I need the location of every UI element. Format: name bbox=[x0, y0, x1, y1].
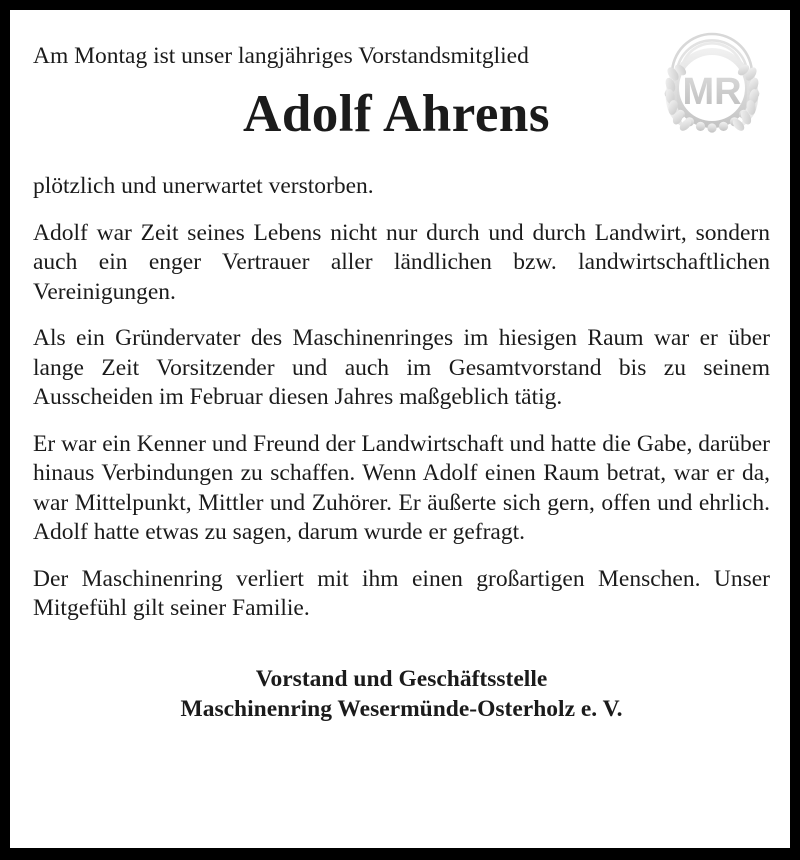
paragraph-2: Adolf war Zeit seines Lebens nicht nur durch und durch Landwirt, sondern auch ein enger Vertrauer aller ländlichen bzw. landwirtschaftlichen Vereinigungen. bbox=[33, 219, 770, 305]
notice-content bbox=[33, 10, 770, 724]
paragraph-5: Der Maschinenring verliert mit ihm einen großartigen Menschen. Unser Mitgefühl gilt seiner Familie. bbox=[33, 565, 770, 621]
deceased-name: Adolf Ahrens bbox=[243, 85, 550, 143]
paragraph-3: Als ein Gründervater des Maschinenringes im hiesigen Raum war er über lange Zeit Vorsitzender und auch im Gesamtvorstand bis zu seinem Ausscheiden im Februar diesen Jahres maßgeblich tätig. bbox=[33, 325, 770, 410]
paragraph-4: Er war ein Kenner und Freund der Landwirtschaft und hatte die Gabe, darüber hinaus Verbindungen zu schaffen. Wenn Adolf einen Raum betrat, war er da, war Mittelpunkt, Mittler und Zuhörer. Er äußerte sich gern, offen und ehrlich. Adolf hatte etwas zu sagen, darum wurde er gefragt. bbox=[33, 430, 770, 545]
signature-block bbox=[33, 664, 770, 724]
signature-line-1: Vorstand und Geschäftsstelle bbox=[255, 665, 548, 692]
mr-monogram: MR bbox=[682, 71, 742, 113]
body-text bbox=[33, 172, 770, 624]
obituary-notice-card bbox=[10, 10, 790, 848]
paragraph-1: plötzlich und unerwartet verstorben. bbox=[33, 173, 374, 199]
intro-line: Am Montag ist unser langjähriges Vorstandsmitglied bbox=[33, 43, 529, 69]
signature-line-2: Maschinenring Wesermünde-Osterholz e. V. bbox=[180, 695, 623, 722]
